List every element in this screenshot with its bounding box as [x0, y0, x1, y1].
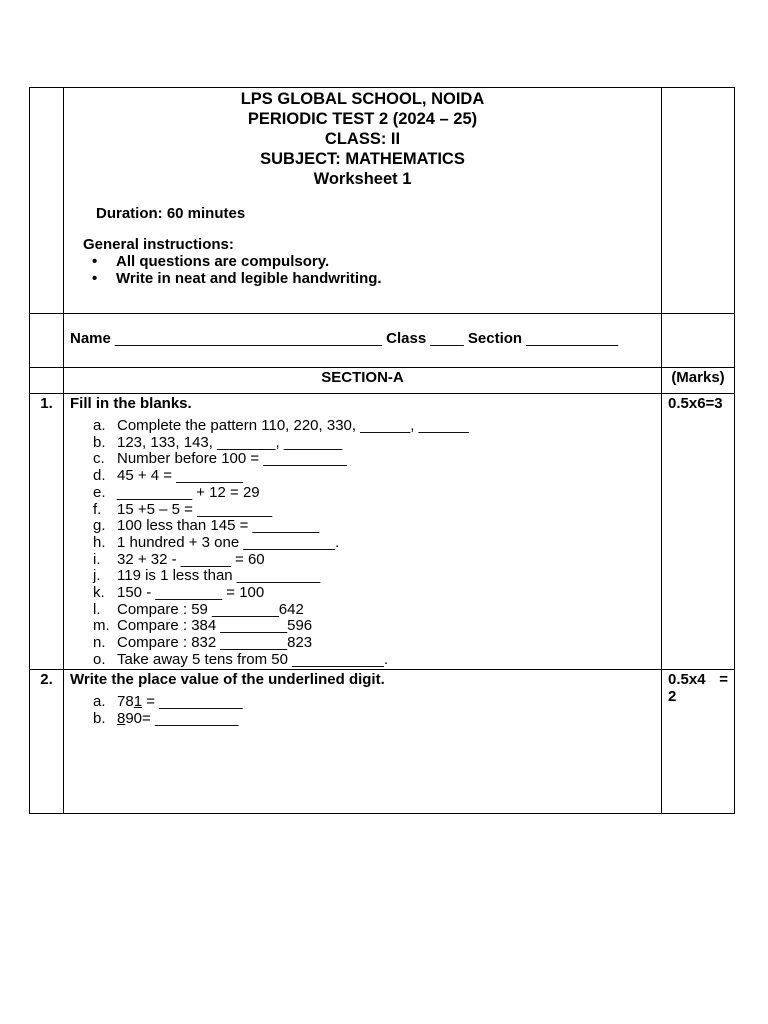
- item-letter: i.: [93, 550, 101, 568]
- marks-part: 0.5x4: [668, 671, 706, 688]
- worksheet-title: Worksheet 1: [313, 170, 412, 188]
- item-text: 100 less than 145 = ________: [117, 517, 320, 535]
- question-number: 1.: [40, 395, 53, 412]
- item-letter: c.: [93, 450, 105, 468]
- item-text: 15 +5 – 5 = _________: [117, 500, 273, 518]
- student-info-row: [30, 314, 735, 368]
- list-item: [64, 585, 661, 602]
- item-text: Compare : 384 ________596: [117, 617, 313, 635]
- subject-title: SUBJECT: MATHEMATICS: [260, 150, 465, 168]
- item-text: Compare : 832 ________823: [117, 634, 313, 652]
- item-pre: 78: [117, 693, 134, 710]
- student-info-line: [70, 330, 661, 347]
- list-item: [64, 468, 661, 485]
- list-item: [64, 635, 661, 652]
- item-text: Compare : 59 ________642: [117, 600, 304, 618]
- section-label: Section: [467, 330, 523, 347]
- section-title: SECTION-A: [321, 369, 404, 386]
- item-letter: a.: [93, 417, 106, 434]
- item-letter: f.: [93, 500, 102, 518]
- item-text: Complete the pattern 110, 220, 330, ______, ______: [117, 417, 469, 434]
- item-text: 45 + 4 = ________: [117, 467, 243, 485]
- instruction-item: • All questions are compulsory.: [92, 253, 661, 270]
- instructions-list: [92, 253, 661, 287]
- marks-total: 2: [668, 688, 677, 705]
- item-text: 123, 133, 143, _______, _______: [117, 433, 343, 451]
- marks-equals: =: [719, 671, 728, 688]
- item-text: 119 is 1 less than __________: [117, 567, 321, 585]
- item-letter: h.: [93, 533, 106, 551]
- item-letter: k.: [93, 584, 105, 602]
- list-item: [64, 451, 661, 468]
- underlined-digit: 8: [117, 709, 126, 727]
- item-letter: a.: [93, 693, 106, 710]
- instructions-title: General instructions:: [83, 236, 234, 253]
- school-name: LPS GLOBAL SCHOOL, NOIDA: [240, 90, 485, 108]
- item-letter: e.: [93, 483, 106, 501]
- list-item: [64, 535, 661, 552]
- question-number: 2.: [40, 671, 53, 688]
- item-letter: m.: [93, 617, 110, 635]
- name-blank: ________________________________: [115, 330, 382, 347]
- list-item: [64, 502, 661, 519]
- item-letter: g.: [93, 517, 106, 535]
- item-letter: b.: [93, 709, 106, 727]
- item-letter: d.: [93, 467, 106, 485]
- list-item: [64, 694, 661, 711]
- marks-header: (Marks): [671, 369, 725, 386]
- question-title: Write the place value of the underlined digit.: [70, 671, 385, 688]
- class-blank: ____: [430, 330, 464, 347]
- header-left-cell: [30, 88, 64, 314]
- class-label: Class: [386, 330, 427, 347]
- list-item: [64, 618, 661, 635]
- question-row: [30, 394, 735, 670]
- item-post: 90= __________: [125, 709, 239, 727]
- section-header-row: [30, 368, 735, 394]
- question-items: [64, 418, 661, 669]
- question-items: [64, 694, 661, 727]
- item-post: = __________: [142, 693, 243, 710]
- test-title: PERIODIC TEST 2 (2024 – 25): [247, 110, 478, 128]
- worksheet-table: [29, 87, 735, 814]
- item-text: _________ + 12 = 29: [117, 483, 260, 501]
- list-item: [64, 485, 661, 502]
- item-text: Number before 100 = __________: [117, 450, 347, 468]
- item-text: 32 + 32 - ______ = 60: [117, 550, 265, 568]
- header-right-cell: [662, 88, 735, 314]
- list-item: [64, 552, 661, 569]
- name-label: Name: [70, 330, 111, 347]
- item-letter: o.: [93, 650, 106, 668]
- instruction-item: • Write in neat and legible handwriting.: [92, 270, 661, 287]
- student-info-cell: [64, 314, 662, 368]
- list-item: [64, 435, 661, 452]
- list-item: [64, 518, 661, 535]
- question-row: [30, 670, 735, 814]
- question-marks: [668, 671, 728, 705]
- underlined-digit: 1: [133, 693, 143, 710]
- question-marks: 0.5x6=3: [668, 395, 723, 412]
- duration: Duration: 60 minutes: [96, 205, 246, 222]
- item-text: 1 hundred + 3 one ___________.: [117, 533, 340, 551]
- list-item: [64, 652, 661, 669]
- question-title: Fill in the blanks.: [70, 395, 192, 412]
- header-row: [30, 88, 735, 314]
- list-item: [64, 418, 661, 435]
- item-letter: b.: [93, 433, 106, 451]
- section-blank: ___________: [526, 330, 619, 347]
- header-cell: [64, 88, 662, 314]
- item-letter: n.: [93, 634, 106, 652]
- class-title: CLASS: II: [324, 130, 401, 148]
- list-item: [64, 568, 661, 585]
- item-text: Take away 5 tens from 50 ___________.: [117, 650, 389, 668]
- list-item: [64, 602, 661, 619]
- item-text: 150 - ________ = 100: [117, 584, 265, 602]
- list-item: [64, 711, 661, 728]
- item-letter: j.: [93, 567, 101, 585]
- item-letter: l.: [93, 600, 101, 618]
